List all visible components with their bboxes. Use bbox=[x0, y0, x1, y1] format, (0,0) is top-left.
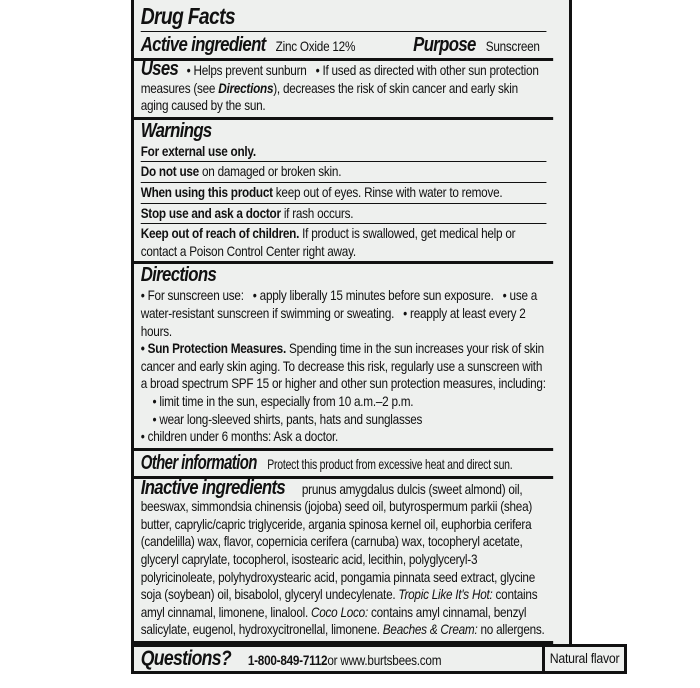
active-ingredient-value: Zinc Oxide 12% bbox=[275, 38, 356, 54]
flavor-box bbox=[545, 644, 627, 674]
directions-children: • children under 6 months: Ask a doctor. bbox=[140, 428, 339, 445]
purpose-value: Sunscreen bbox=[485, 38, 540, 54]
directions-text: • For sunscreen use: • apply liberally 15 minutes before sun exposure. • use a water-resistant sunscreen if swimming or sweating. • reapply at least every 2 hours. bbox=[140, 287, 541, 339]
directions-subbullet: • wear long-sleeved shirts, pants, hats and sunglasses bbox=[152, 410, 423, 427]
warnings-heading: Warnings bbox=[140, 119, 212, 142]
stop-use-text: if rash occurs. bbox=[280, 204, 354, 221]
stop-use-label: Stop use and ask a doctor bbox=[140, 204, 281, 221]
uses-section bbox=[134, 58, 553, 120]
directions-heading: Directions bbox=[140, 264, 217, 287]
other-info-section bbox=[134, 451, 553, 479]
drug-facts-panel bbox=[131, 0, 572, 644]
variant-allergens: contains amyl cinnamal, benzyl salicylate, eugenol, hydroxycitronellal, limonene. bbox=[140, 603, 527, 638]
keep-out-label: Keep out of reach of children. bbox=[140, 225, 300, 242]
when-using-text: keep out of eyes. Rinse with water to remove. bbox=[272, 183, 503, 200]
variant-name: Beaches & Cream: bbox=[382, 621, 478, 638]
variant-name: Coco Loco: bbox=[311, 603, 368, 620]
title-section bbox=[134, 0, 553, 32]
uses-text: ), decreases the risk of skin cancer and early skin aging caused by the sun. bbox=[140, 79, 518, 114]
flavor-text: Natural flavor bbox=[549, 650, 620, 667]
other-info-heading: Other information bbox=[140, 451, 257, 474]
keep-out-text: If product is swallowed, get medical help or contact a Poison Control Center right away. bbox=[140, 225, 516, 259]
questions-box bbox=[131, 644, 545, 674]
active-ingredient-row bbox=[134, 32, 553, 61]
inactive-section bbox=[134, 476, 553, 644]
purpose-label: Purpose bbox=[413, 34, 476, 56]
directions-section bbox=[134, 264, 553, 450]
website[interactable]: or www.burtsbees.com bbox=[327, 652, 442, 669]
do-not-use-text: on damaged or broken skin. bbox=[198, 163, 342, 180]
variant-allergens: no allergens. bbox=[477, 621, 545, 638]
phone-number[interactable]: 1-800-849-7112 bbox=[247, 652, 328, 669]
warnings-section bbox=[134, 120, 553, 265]
inactive-text: prunus amygdalus dulcis (sweet almond) oil, beeswax, simmondsia chinensis (jojoba) seed oil, butyrospermum parkii (shea) butter, caprylic/capric triglyceride, argania spinosa kernel oil, euphorbia cerifera (candelilla) wax, flavor, copernicia cerifera (carnuba) wax, tocopheryl acetate, glyceryl caprylate, tocopherol, isostearic acid, lecithin, polyglyceryl-3 polyricinoleate, polyhydroxystearic acid, pongamia pinnata seed extract, glycine soja (soybean) oil, bisabolol, glyceryl undecylenate. bbox=[140, 480, 536, 603]
questions-heading: Questions? bbox=[140, 647, 232, 671]
uses-bullet: • Helps prevent sunburn bbox=[186, 62, 307, 78]
variant-allergens: contains amyl cinnamal, limonene, linalool. bbox=[140, 586, 538, 620]
do-not-use-label: Do not use bbox=[140, 163, 199, 180]
directions-ref: Directions bbox=[218, 79, 274, 96]
uses-bullet: • If used as directed with other sun protection measures (see bbox=[140, 62, 539, 96]
other-info-text: Protect this product from excessive heat and direct sun. bbox=[267, 455, 513, 472]
variant-name: Tropic Like It's Hot: bbox=[398, 586, 493, 603]
drug-facts-title: Drug Facts bbox=[141, 3, 547, 32]
when-using-label: When using this product bbox=[140, 183, 273, 200]
bottom-row bbox=[131, 644, 620, 674]
sun-protection-text: Spending time in the sun increases your risk of skin cancer and early skin aging. To decrease this risk, regularly use a sunscreen with a broad spectrum SPF 15 or higher and other sun protection measures, including: bbox=[140, 340, 546, 392]
inactive-heading: Inactive ingredients bbox=[140, 476, 286, 499]
external-use: For external use only. bbox=[140, 142, 256, 159]
active-ingredient-label: Active ingredient bbox=[140, 34, 266, 56]
uses-heading: Uses bbox=[140, 58, 179, 80]
sun-protection-label: • Sun Protection Measures. bbox=[140, 340, 286, 357]
drug-facts-label bbox=[131, 0, 620, 674]
directions-subbullet: • limit time in the sun, especially from 10 a.m.–2 p.m. bbox=[152, 392, 414, 409]
